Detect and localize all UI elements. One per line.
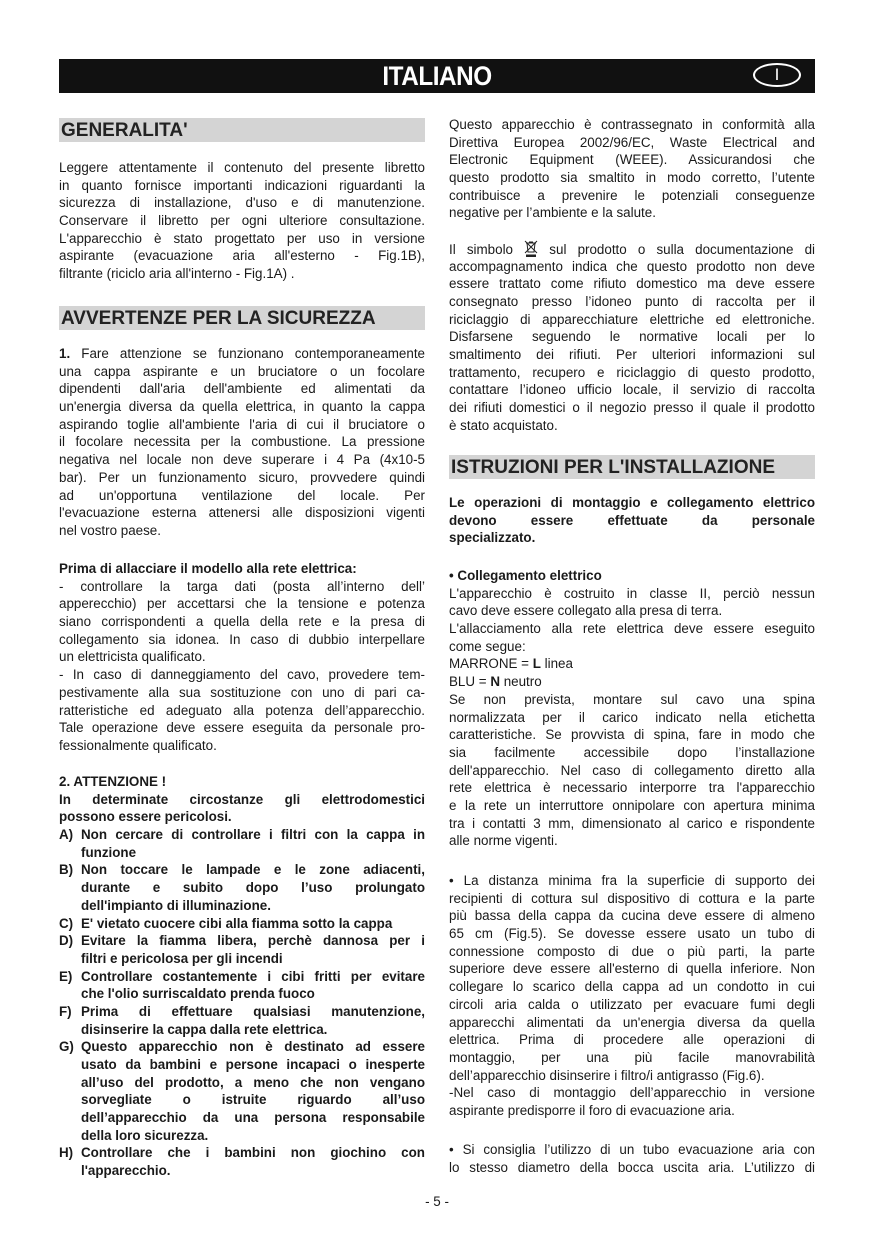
list-item-text — [81, 932, 425, 967]
text-line — [449, 567, 815, 585]
text-line: rete elettrica è necessario interporre tra l'apparecchio — [449, 780, 815, 796]
text-line: bar). Per un funzionamento sicuro, provvedere quindi — [59, 469, 425, 485]
page-title: ITALIANO — [382, 61, 492, 91]
list-item-text — [81, 915, 425, 933]
attenzione-intro-line: possono essere pericolosi. — [59, 809, 232, 825]
text-line: ratteristiche ed adeguato alla potenza dell’apparecchio. — [59, 702, 425, 718]
list-item-text — [81, 1038, 425, 1144]
distanza-minima-text — [449, 872, 815, 1120]
text-line: contribuisce a prevenire le potenziali conseguenze — [449, 187, 815, 203]
text-line: montaggio, per una più facile manovrabilità — [449, 1049, 815, 1065]
text-line: collegamento sia idonea. In caso di dubbio interpellare — [59, 631, 425, 647]
text-line: Controllare che i bambini non giochino con — [81, 1145, 425, 1161]
text-line: Questo apparecchio non è destinato ad essere — [81, 1039, 425, 1055]
text-line: l'evacuazione esterna attenersi alle disposizioni vigenti — [59, 505, 425, 521]
list-item-label: F) — [59, 1003, 72, 1019]
text-line: è stato acquistato. — [449, 417, 558, 433]
text-line: negative per l’ambiente e la salute. — [449, 205, 656, 221]
text-line: Conservare il libretto per ogni ulteriore consultazione. — [59, 213, 425, 229]
text-line: dipendenti dall'aria dell'ambiente ed alimentati da — [59, 381, 425, 397]
warning-list-item — [59, 1003, 425, 1038]
text-line: Prima di effettuare qualsiasi manutenzione, — [81, 1003, 425, 1019]
attenzione-title: 2. ATTENZIONE ! — [59, 774, 167, 789]
text-line: tra i contatti 3 mm, dimensionato al carico e rispondente — [449, 815, 815, 831]
section-heading-avvertenze: AVVERTENZE PER LA SICUREZZA — [59, 306, 425, 330]
list-item-label: C) — [59, 915, 74, 931]
text-run: 1. — [59, 346, 71, 361]
text-line: Evitare la fiamma libera, perchè dannosa per i — [81, 933, 425, 949]
warning-list-item — [59, 932, 425, 967]
text-run: sul prodotto o sulla documentazione di — [538, 241, 815, 257]
text-line: il focolare necessita per la combustione. La pressione — [59, 434, 425, 450]
text-line: della loro sicurezza. — [81, 1127, 209, 1143]
page-number: - 5 - — [425, 1194, 449, 1209]
prima-di-allacciare-text — [59, 560, 425, 755]
text-line: cavo deve essere collegato alla presa di terra. — [449, 603, 723, 619]
tubo-evacuazione-text — [449, 1141, 815, 1176]
text-line: 65 cm (Fig.5). Se dovesse essere usato un tubo di — [449, 926, 815, 942]
attenzione-list — [59, 826, 425, 1180]
avvertenze-text — [59, 345, 425, 540]
text-line: - controllare la targa dati (posta all’interno dell’ — [59, 578, 425, 594]
installazione-intro — [449, 494, 815, 547]
text-run: neutro — [499, 674, 542, 690]
text-line: alle norme vigenti. — [449, 833, 558, 849]
text-line: apperecchio) per accettarsi che la tensione e potenza — [59, 596, 425, 612]
text-run: MARRONE = — [449, 656, 533, 672]
text-line: accompagnamento indica che questo prodotto non deve — [449, 258, 815, 274]
section-heading-installazione: ISTRUZIONI PER L'INSTALLAZIONE — [449, 455, 815, 479]
list-item-label: B) — [59, 862, 74, 878]
text-line — [449, 655, 815, 673]
text-line: Electronic Equipment (WEEE). Assicurandosi che — [449, 152, 815, 168]
left-column — [59, 0, 425, 1240]
text-line: recipienti di cottura sul dispositivo di cottura e la parte — [449, 890, 815, 906]
text-line — [449, 494, 815, 512]
text-line: e la rete un interruttore onnipolare con apertura minima — [449, 797, 815, 813]
text-run: Le operazioni di montaggio e collegamento elettrico — [449, 495, 815, 510]
text-line: elettrica. Prima di procedere alle operazioni di — [449, 1032, 815, 1048]
text-line: dell'impianto di illuminazione. — [81, 897, 271, 913]
text-line: più bassa della cappa da cucina deve essere di almeno — [449, 908, 815, 924]
text-line: dei rifiuti domestici o il negozio presso il quale il prodotto — [449, 400, 815, 415]
text-line: L'apparecchio è costruito in classe II, perciò nessun — [449, 585, 815, 601]
text-line: consegnato presso l’idoneo punto di raccolta per il — [449, 293, 815, 309]
text-line: Non toccare le lampade e le zone adiacenti, — [81, 862, 425, 878]
text-line: che l'olio surriscaldato prenda fuoco — [81, 986, 315, 1002]
text-line: disinserire la cappa dalla rete elettrica. — [81, 1021, 328, 1037]
list-item-label: A) — [59, 827, 74, 843]
list-item-text — [81, 1144, 425, 1179]
text-line — [449, 529, 815, 547]
list-item-text — [81, 968, 425, 1003]
text-line: funzione — [81, 844, 137, 860]
attenzione-intro-line: In determinate circostanze gli elettrodomestici — [59, 791, 425, 807]
text-line: ad un'opportuna ventilazione del locale. Per — [59, 487, 425, 503]
text-run: N — [490, 674, 500, 690]
text-line: all’uso del prodotto, a meno che non vengano — [81, 1074, 425, 1090]
collegamento-elettrico-text — [449, 567, 815, 850]
text-line: superiore deve essere all'esterno di quella inferiore. Non — [449, 961, 815, 977]
text-line: Non cercare di controllare i filtri con la cappa in — [81, 827, 425, 843]
text-line: Tale operazione deve essere eseguita da personale pro- — [59, 720, 425, 736]
text-run: Prima di allacciare il modello alla rete elettrica: — [59, 561, 357, 576]
text-line: connessione composto di due o più parti, la parte — [449, 943, 815, 959]
text-line: E' vietato cuocere cibi alla fiamma sotto la cappa — [81, 915, 393, 931]
language-badge: I — [753, 63, 801, 87]
text-line: -Nel caso di montaggio dell’apparecchio in versione — [449, 1085, 815, 1101]
text-line: un'energia diversa da quella elettrica, in quanto la cappa — [59, 399, 425, 415]
text-line: Leggere attentamente il contenuto del presente libretto — [59, 160, 425, 175]
right-column — [449, 0, 815, 1240]
text-line: essere trattato come rifiuto domestico ma deve essere — [449, 276, 815, 292]
text-run: Fare attenzione se funzionano contemporaneamente — [70, 346, 425, 361]
text-line: apparecchi alimentati da un'energia diversa da quella — [449, 1014, 815, 1030]
text-line: questo prodotto sia smaltito in modo corretto, l’utente — [449, 170, 815, 186]
text-line: L'apparecchio è stato progettato per uso in versione — [59, 230, 425, 246]
text-run: L — [532, 656, 541, 672]
text-line: • La distanza minima fra la superficie di supporto dei — [449, 873, 815, 888]
text-run: specializzato. — [449, 530, 536, 546]
list-item-text — [81, 826, 425, 861]
attenzione-section — [59, 773, 425, 1180]
text-line: usato da bambini e persone incapaci o inesperte — [81, 1057, 425, 1073]
list-item-text — [81, 1003, 425, 1038]
text-line: Questo apparecchio è contrassegnato in conformità alla — [449, 117, 815, 132]
text-line: filtrante (riciclo aria all'interno - Fig.1A) . — [59, 266, 295, 282]
paragraph-gap — [449, 222, 815, 240]
crossed-bin-icon — [524, 240, 538, 257]
warning-list-item — [59, 915, 425, 933]
text-line: filtri e pericolosa per gli incendi — [81, 950, 283, 966]
warning-list-item — [59, 826, 425, 861]
text-line: negativa nel locale non deve superare i 4 Pa (4x10-5 — [59, 452, 425, 468]
text-line: nel vostro paese. — [59, 522, 161, 538]
warning-list-item — [59, 861, 425, 914]
warning-list-item — [59, 1144, 425, 1179]
text-line: - In caso di danneggiamento del cavo, provedere tem- — [59, 667, 425, 683]
text-line: una cappa aspirante e un bruciatore o un focolare — [59, 363, 425, 379]
text-line — [449, 512, 815, 530]
text-line: aspirante (evacuazione aria all'esterno - Fig.1B), — [59, 248, 425, 264]
text-line — [449, 240, 815, 258]
text-line: pestivamente alla sua sostituzione con uno di pari ca- — [59, 684, 425, 700]
text-line: durante e subito dopo l’uso prolungato — [81, 880, 425, 896]
text-line: sicurezza di installazione, d'uso e di manutenzione. — [59, 195, 425, 211]
text-line: dell’apparecchio disinserire i filtro/i antigrasso (Fig.6). — [449, 1067, 765, 1083]
text-run: • Collegamento elettrico — [449, 568, 602, 583]
text-line: Direttiva Europea 2002/96/EC, Waste Electrical and — [449, 134, 815, 150]
text-line: normalizzata per il carico indicato nella etichetta — [449, 709, 815, 725]
generalita-text — [59, 159, 425, 283]
list-item-label: D) — [59, 933, 74, 949]
text-line: in quanto fornisce importanti indicazioni riguardanti la — [59, 177, 425, 193]
warning-list-item — [59, 968, 425, 1003]
text-run: linea — [540, 656, 573, 672]
text-line: dell'apparecchio. Nel caso di collegamento diretto alla — [449, 762, 815, 778]
list-item-label: H) — [59, 1145, 74, 1161]
text-line — [449, 673, 815, 691]
section-heading-generalita: GENERALITA' — [59, 118, 425, 142]
text-line: contattare l’idoneo ufficio locale, il servizio di raccolta — [449, 382, 815, 398]
text-run: BLU = — [449, 674, 491, 690]
text-line: dell’apparecchio da una persona responsabile — [81, 1110, 425, 1126]
text-run: devono essere effettuate da personale — [449, 512, 815, 528]
list-item-label: E) — [59, 968, 73, 984]
text-line: Se non prevista, montare sul cavo una spina — [449, 691, 815, 707]
warning-list-item — [59, 1038, 425, 1144]
weee-text — [449, 116, 815, 434]
text-line: aspirando toglie all'ambiente l'aria di cui il bruciatore o — [59, 416, 425, 432]
list-item-label: G) — [59, 1039, 74, 1055]
text-line: • Si consiglia l’utilizzo di un tubo evacuazione aria con — [449, 1142, 815, 1157]
text-line — [59, 345, 425, 363]
text-line: fessionalmente qualificato. — [59, 737, 217, 753]
text-line: aspirante predisporre il foro di evacuazione aria. — [449, 1102, 735, 1118]
text-line: collegare lo scarico della cappa ad un condotto in cui — [449, 979, 815, 995]
text-line: circoli aria calda o utilizzato per evacuare fumi degli — [449, 996, 815, 1012]
text-line: L'allacciamento alla rete elettrica deve essere eseguito — [449, 621, 815, 637]
text-run: Il simbolo — [449, 241, 525, 257]
text-line: Controllare costantemente i cibi fritti per evitare — [81, 968, 425, 984]
text-line: Disfarsene seguendo le normative locali per lo — [449, 329, 815, 345]
text-line: sorvegliate o istruite riguardo all’uso — [81, 1092, 425, 1108]
text-line: smaltimento dei rifiuti. Per ulteriori informazioni sul — [449, 346, 815, 362]
attenzione-intro — [59, 791, 425, 826]
text-line: un elettricista qualificato. — [59, 649, 206, 665]
text-line: trattamento, recupero e riciclaggio di questo prodotto, — [449, 364, 815, 380]
text-line: lo stesso diametro della bocca uscita aria. L’utilizzo di — [449, 1159, 815, 1175]
text-line: riciclaggio di apparecchiature elettriche ed elettroniche. — [449, 311, 815, 327]
text-line: sia facilmente accessibile dopo l’installazione — [449, 744, 815, 760]
text-line — [59, 560, 425, 578]
list-item-text — [81, 861, 425, 914]
text-line: caratteristiche. Se provvista di spina, fare in modo che — [449, 727, 815, 743]
text-line: come segue: — [449, 638, 526, 654]
text-line: siano corrispondenti a quella della rete e la presa di — [59, 614, 425, 630]
text-line: l'apparecchio. — [81, 1163, 171, 1179]
